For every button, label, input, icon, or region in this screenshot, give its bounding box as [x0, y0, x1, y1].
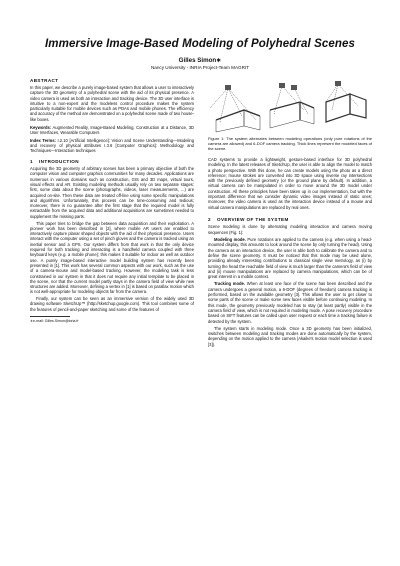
footnote-email: ∗e-mail: Gilles.Simon@loria.fr [30, 318, 79, 323]
tracking-mode-sketch [270, 83, 314, 128]
scene-model-sketch [326, 81, 366, 122]
footnote-rule [30, 316, 70, 317]
keywords-label: Keywords: [30, 124, 52, 130]
index-terms-label: Index Terms: [30, 137, 56, 143]
paper-title: Immersive Image-Based Modeling of Polyhedral Scenes [45, 38, 355, 50]
modeling-mode-paragraph: Modeling mode. Pure rotations are applied to the camera (e.g. when using a head-mounted display, this amounts to look around the scene by only turning the head). Using the camera as an interaction device, the user is able both to calibrate the camera and to define the scene geometry. It must be noticed that this mode may be used alone, providing already interesting contributions to classical single view metrology, as (i) by turning the head the reachable field of view is much larger than the camera's field of view and (ii) mouse manipulations are replaced by camera manipulations, which can be of great interest in a mobile context. [208, 237, 372, 280]
figure-1-illustration [208, 80, 372, 134]
abstract-heading: ABSTRACT [30, 78, 59, 83]
intro-paragraph-2: This paper tries to bridge the gap between data acquisition and their exploitation. A pioneer work has been described in [2], where mobile AR users are enabled to interactively capture planar shaped objects with the aid of their physical presence. Users interact with the computer using a set of pinch gloves and the camera is tracked using an inertial sensor and a GPS. Our system differs from that work in that the only device required for both tracking and interacting is a handheld camera coupled with three keyboard keys (e.g. a mobile phone); this makes it suitable for indoor as well as outdoor use. A purely image-based interactive model building system has recently been presented in [1]. This work has several common aspects with our work, such as the use of a camera-mouse and model-based tracking. However, the modeling task is less constrained in our system in that it does not require any initial template to be placed in the scene, nor that the current model partly stays in the camera field of view while new structures are added. Moreover, defining a vertex in [1] is based on parallax motion which is not well-appropriate for modeling objects far from the camera. [30, 220, 194, 295]
section-1-heading: 1 INTRODUCTION [30, 159, 79, 165]
intro-paragraph-3: Finally, our system can be seen as an immersive version of the widely used 3D drawing software SketchUp™ (http://sketchup.google.com). This tool combines some of the features of pencil-and-paper sketching and some of the features of [30, 296, 194, 312]
index-terms [30, 138, 194, 154]
modeling-mode-sketch [210, 85, 260, 132]
overview-paragraph-1: Scene modeling is done by alternating modeling interaction and camera moving sequences (Fig. 1): [208, 224, 372, 235]
figure-1-caption: Figure 1: The system alternates between modeling operations (only pure rotations of the camera are allowed) and 6-DOF camera tracking. Thick lines represent the modeled faces of the scene. [208, 136, 373, 151]
author-affiliation: Nancy University - INRIA Project-Team MAGRIT [150, 65, 250, 70]
figure-1 [208, 80, 372, 134]
index-terms-text: I.2.10 [Artificial Intelligence]: Vision and Scene Understanding—Modeling and recovery of physical attributes I.3.6 [Computer Graphics]: Methodology and Techniques—Interaction techniques [30, 137, 194, 154]
modeling-mode-heading: Modeling mode. [214, 237, 246, 243]
tracking-mode-heading: Tracking mode. [214, 281, 245, 287]
intro-paragraph-1: Acquiring the 3D geometry of arbitrary scenes has been a primary objective of both the computer vision and computer graphics communities for many decades. Applications are numerous in various domains such as construction, GIS and 3D maps, virtual tours, visual effects and AR. Existing modeling methods usually rely on two separate stages: first, some data about the scene (photographs, videos, laser measurements, ...) are acquired on-site. Then these data are treated off-line using some specific manipulations and algorithms. Unfortunately, this process can be time-consuming and tedious; moreover, there is no guarantee after the first stage that the required model is fully extractable from the acquired data and additional acquisitions are sometimes needed to supplement the missing parts. [30, 166, 194, 219]
author-name: Gilles Simon∗ [178, 57, 222, 64]
right-column [208, 78, 372, 349]
abstract-text: In this paper, we describe a purely image-based system that allows a user to interactively capture the 3D geometry of a polyhedral scene with the aid of its physical presence. A video camera is used as both an interaction and tracking device. The 3D user interface is intuitive to a non-expert and the modeless control procedure makes the system particularly suitable for mobile devices such as PDAs and mobile phones. The efficiency and accuracy of the method are demonstrated on a polyhedral scene made of two house-like boxes. [30, 85, 194, 122]
keywords [30, 125, 194, 136]
overview-paragraph-last: The system starts in modeling mode. Once a 3D geometry has been initialized, switches between modeling and tracking modes are done automatically by the system, depending on the motion applied to the camera (Akaike's motion model selection is used [3]). [208, 325, 372, 347]
left-column [30, 78, 194, 323]
right-paragraph-1: CAD systems to provide a lightweight, gesture-based interface for 3D polyhedral modeling. In the latest releases of SketchUp, the user is able to align the model to match a photo perspective. With this done, he can create models using the photo as a direct reference; mouse strokes are converted into 3D space using inverse ray intersections with the previously defined geometry (or the ground plane by default). In addition, a virtual camera can be manipulated in order to move around the 3D model under construction. All these principles have been taken up in our implementation, but with the important difference that we consider dynamic video images instead of static ones; moreover, the video camera is used as the interaction device instead of a mouse and virtual camera manipulations are replaced by real ones. [208, 157, 372, 210]
keywords-text: Augmented Reality, Image-Based Modeling, Construction at a Distance, 3D User Interfaces, Wearable Computers [30, 124, 195, 135]
section-2-heading: 2 OVERVIEW OF THE SYSTEM [208, 217, 289, 223]
tracking-mode-paragraph: Tracking mode. When at least one face of the scene has been described and the camera undergoes a general motion, a 6-DOF (degrees of freedom) camera tracking is performed, based on the available geometry [3]. This allows the user to get closer to some parts of the scene or make some new faces visible before continuing modeling. In this mode, the geometry previously modeled has to stay (at least partly) visible in the camera field of view, which is not required in modeling mode. A pose recovery procedure based on SIFT features can be called upon user request or each time a tracking failure is detected by the system. [208, 281, 373, 324]
